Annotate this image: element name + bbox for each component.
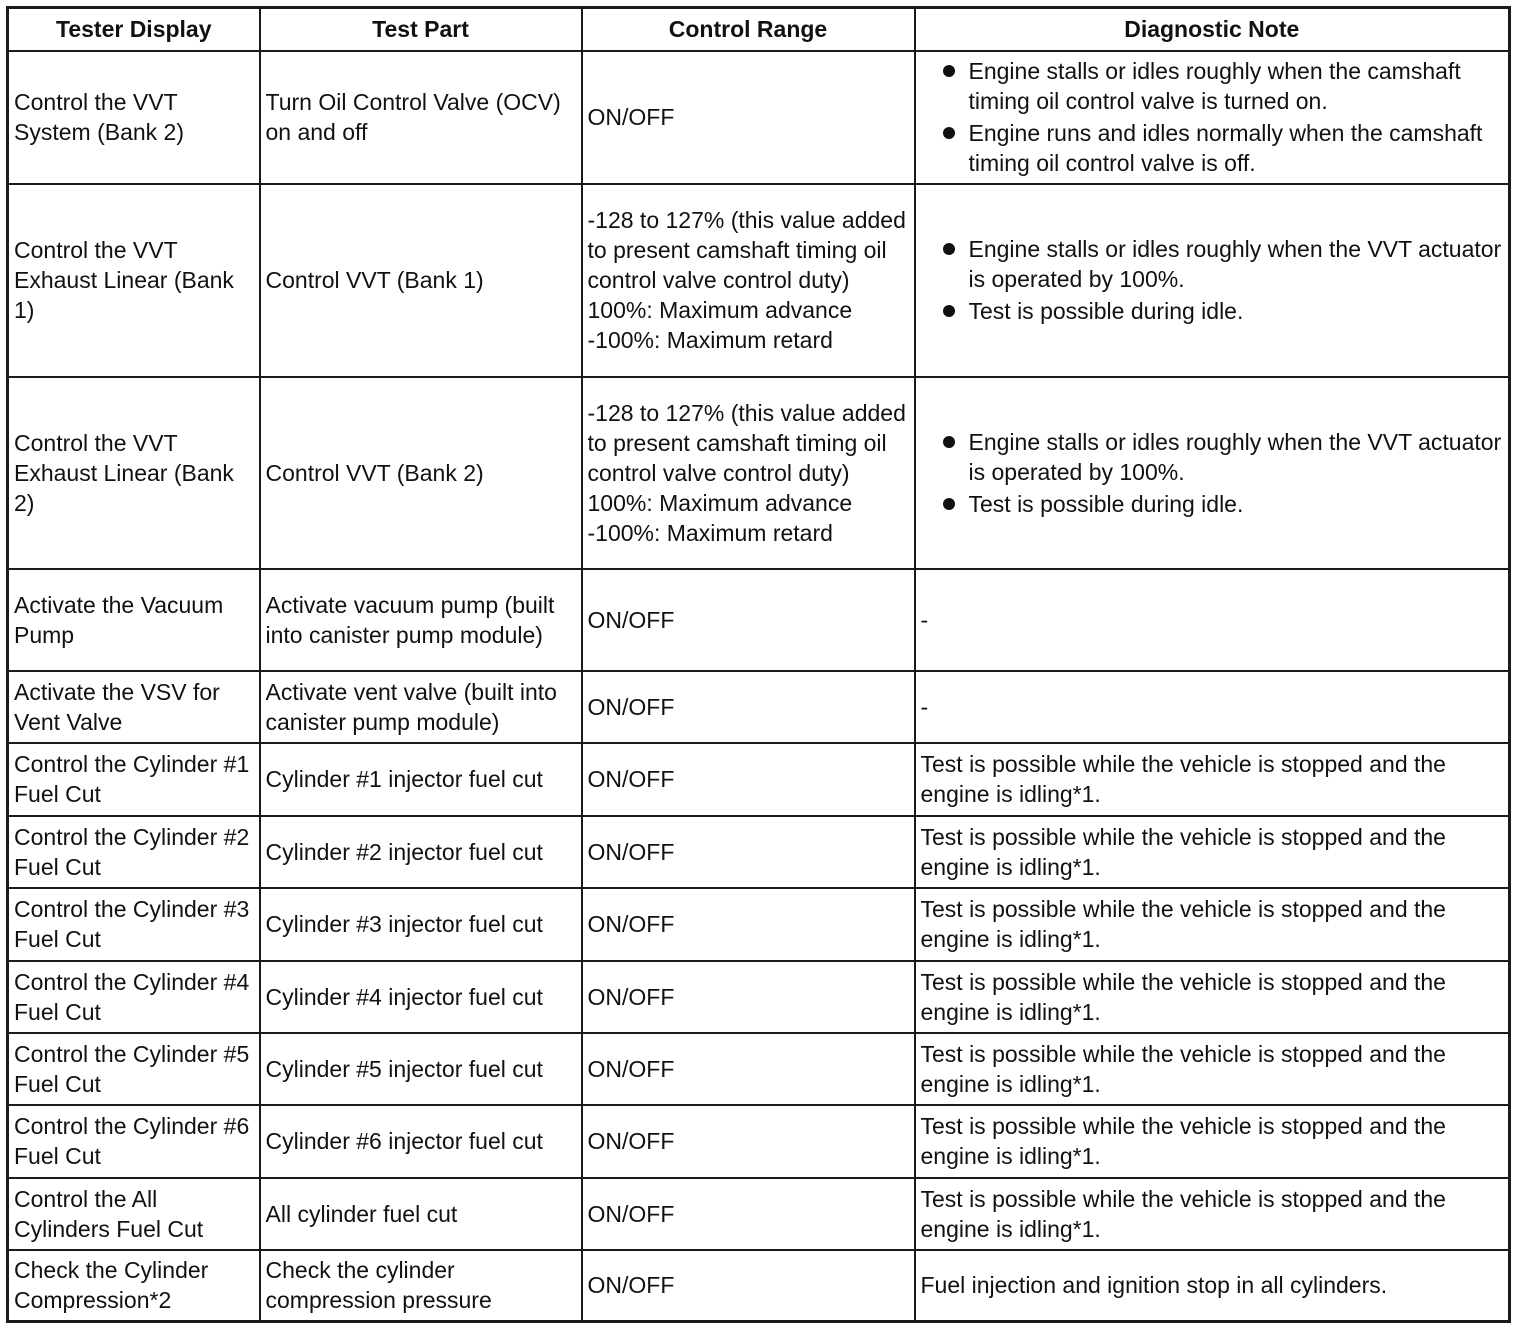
diagnostic-note-cell: Test is possible while the vehicle is stopped and the engine is idling*1. bbox=[915, 1033, 1510, 1105]
test-part-cell: All cylinder fuel cut bbox=[260, 1178, 582, 1250]
table-row bbox=[8, 569, 1510, 671]
note-bullet-text: Engine stalls or idles roughly when the VVT actuator is operated by 100%. bbox=[968, 236, 1502, 292]
test-part-cell: Control VVT (Bank 2) bbox=[260, 377, 582, 569]
test-part-cell: Cylinder #3 injector fuel cut bbox=[260, 888, 582, 961]
diagnostic-note-cell bbox=[915, 51, 1510, 184]
tester-display-cell: Control the Cylinder #6 Fuel Cut bbox=[8, 1105, 260, 1178]
diagnostic-note-cell: - bbox=[915, 569, 1510, 671]
test-part-cell: Cylinder #5 injector fuel cut bbox=[260, 1033, 582, 1105]
control-range-cell: ON/OFF bbox=[582, 888, 915, 961]
test-part-cell: Activate vacuum pump (built into canister pump module) bbox=[260, 569, 582, 671]
header-row bbox=[8, 8, 1510, 51]
test-part-cell: Activate vent valve (built into canister pump module) bbox=[260, 671, 582, 743]
table-row bbox=[8, 1178, 1510, 1250]
table-row bbox=[8, 743, 1510, 816]
diagnostic-note-cell: Test is possible while the vehicle is stopped and the engine is idling*1. bbox=[915, 1105, 1510, 1178]
note-bullet-list bbox=[921, 234, 1504, 326]
note-bullet-text: Test is possible during idle. bbox=[968, 298, 1244, 324]
note-bullet-text: Engine stalls or idles roughly when the camshaft timing oil control valve is turned on. bbox=[968, 58, 1461, 114]
table-row bbox=[8, 961, 1510, 1033]
tester-display-cell: Control the Cylinder #2 Fuel Cut bbox=[8, 816, 260, 888]
control-range-cell: ON/OFF bbox=[582, 671, 915, 743]
test-part-cell: Cylinder #6 injector fuel cut bbox=[260, 1105, 582, 1178]
table-row bbox=[8, 51, 1510, 184]
table-row bbox=[8, 816, 1510, 888]
note-bullet-list bbox=[921, 427, 1504, 519]
bullet-dot-icon bbox=[943, 498, 955, 510]
tester-display-cell: Control the VVT System (Bank 2) bbox=[8, 51, 260, 184]
control-range-cell: ON/OFF bbox=[582, 1250, 915, 1322]
table-row bbox=[8, 888, 1510, 961]
table-row bbox=[8, 1250, 1510, 1322]
control-range-cell: ON/OFF bbox=[582, 51, 915, 184]
test-part-cell: Cylinder #1 injector fuel cut bbox=[260, 743, 582, 816]
diagnostic-note-cell: Test is possible while the vehicle is stopped and the engine is idling*1. bbox=[915, 1178, 1510, 1250]
tester-display-cell: Control the Cylinder #1 Fuel Cut bbox=[8, 743, 260, 816]
header-tester-display: Tester Display bbox=[8, 8, 260, 51]
control-range-cell: -128 to 127% (this value added to present camshaft timing oil control valve control duty) 100%: Maximum advance -100%: Maximum retard bbox=[582, 184, 915, 377]
bullet-dot-icon bbox=[943, 243, 955, 255]
header-control-range: Control Range bbox=[582, 8, 915, 51]
tester-display-cell: Check the Cylinder Compression*2 bbox=[8, 1250, 260, 1322]
control-range-cell: ON/OFF bbox=[582, 1178, 915, 1250]
table-row bbox=[8, 671, 1510, 743]
tester-display-cell: Control the Cylinder #3 Fuel Cut bbox=[8, 888, 260, 961]
control-range-cell: ON/OFF bbox=[582, 743, 915, 816]
diagnostic-note-cell: Test is possible while the vehicle is stopped and the engine is idling*1. bbox=[915, 743, 1510, 816]
control-range-cell: ON/OFF bbox=[582, 961, 915, 1033]
tester-display-cell: Control the Cylinder #4 Fuel Cut bbox=[8, 961, 260, 1033]
note-bullet-text: Test is possible during idle. bbox=[968, 490, 1244, 517]
tester-display-cell: Control the Cylinder #5 Fuel Cut bbox=[8, 1033, 260, 1105]
tester-display-cell: Control the All Cylinders Fuel Cut bbox=[8, 1178, 260, 1250]
note-bullet bbox=[921, 296, 1504, 326]
note-bullet-text: Engine stalls or idles roughly when the VVT actuator is operated by 100%. bbox=[968, 428, 1502, 485]
bullet-dot-icon bbox=[943, 127, 955, 139]
note-bullet bbox=[921, 427, 1504, 487]
tester-display-cell: Control the VVT Exhaust Linear (Bank 1) bbox=[8, 184, 260, 377]
test-part-cell: Cylinder #2 injector fuel cut bbox=[260, 816, 582, 888]
control-range-cell: ON/OFF bbox=[582, 1033, 915, 1105]
note-bullet bbox=[921, 489, 1504, 519]
tester-display-cell: Activate the VSV for Vent Valve bbox=[8, 671, 260, 743]
diagnostic-note-cell: Test is possible while the vehicle is stopped and the engine is idling*1. bbox=[915, 961, 1510, 1033]
note-bullet bbox=[921, 234, 1504, 294]
control-range-cell: ON/OFF bbox=[582, 569, 915, 671]
diagnostic-note-cell bbox=[915, 184, 1510, 377]
active-test-table bbox=[6, 6, 1511, 1323]
control-range-cell: ON/OFF bbox=[582, 816, 915, 888]
table-row bbox=[8, 184, 1510, 377]
test-part-cell: Check the cylinder compression pressure bbox=[260, 1250, 582, 1322]
tester-display-cell: Activate the Vacuum Pump bbox=[8, 569, 260, 671]
header-diagnostic-note: Diagnostic Note bbox=[915, 8, 1510, 51]
test-part-cell: Cylinder #4 injector fuel cut bbox=[260, 961, 582, 1033]
test-part-cell: Turn Oil Control Valve (OCV) on and off bbox=[260, 51, 582, 184]
bullet-dot-icon bbox=[943, 65, 955, 77]
note-bullet-text: Engine runs and idles normally when the camshaft timing oil control valve is off. bbox=[968, 120, 1483, 176]
diagnostic-note-cell: Test is possible while the vehicle is stopped and the engine is idling*1. bbox=[915, 816, 1510, 888]
test-part-cell: Control VVT (Bank 1) bbox=[260, 184, 582, 377]
diagnostic-note-cell: Test is possible while the vehicle is stopped and the engine is idling*1. bbox=[915, 888, 1510, 961]
note-bullet bbox=[921, 118, 1504, 178]
bullet-dot-icon bbox=[943, 436, 955, 448]
bullet-dot-icon bbox=[943, 305, 955, 317]
diagnostic-note-cell: - bbox=[915, 671, 1510, 743]
control-range-cell: -128 to 127% (this value added to present camshaft timing oil control valve control duty) 100%: Maximum advance -100%: Maximum retard bbox=[582, 377, 915, 569]
note-bullet-list bbox=[921, 56, 1504, 178]
header-test-part: Test Part bbox=[260, 8, 582, 51]
table-row bbox=[8, 1105, 1510, 1178]
diagnostic-note-cell: Fuel injection and ignition stop in all cylinders. bbox=[915, 1250, 1510, 1322]
table-row bbox=[8, 377, 1510, 569]
control-range-cell: ON/OFF bbox=[582, 1105, 915, 1178]
tester-display-cell: Control the VVT Exhaust Linear (Bank 2) bbox=[8, 377, 260, 569]
diagnostic-note-cell bbox=[915, 377, 1510, 569]
note-bullet bbox=[921, 56, 1504, 116]
table-row bbox=[8, 1033, 1510, 1105]
